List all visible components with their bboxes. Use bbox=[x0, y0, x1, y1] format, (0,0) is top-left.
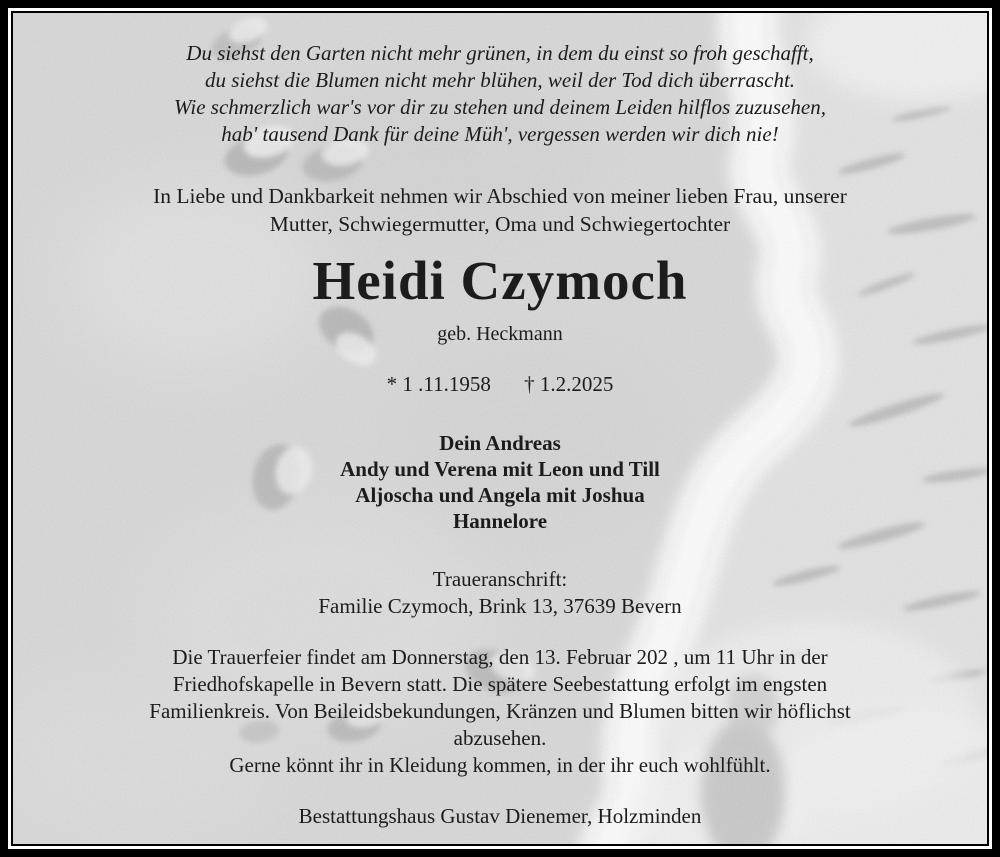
poem-line: Wie schmerzlich war's vor dir zu stehen und deinem Leiden hilflos zuzusehen, bbox=[174, 95, 826, 119]
funeral-line: Friedhofskapelle in Bevern statt. Die spätere Seebestattung erfolgt im engsten bbox=[172, 672, 828, 696]
funeral-home: Bestattungshaus Gustav Dienemer, Holzminden bbox=[298, 804, 702, 828]
life-dates bbox=[13, 371, 987, 398]
poem-line: hab' tausend Dank für deine Müh', vergessen werden wir dich nie! bbox=[221, 122, 779, 146]
funeral-line: Die Trauerfeier findet am Donnerstag, den 13. Februar 202 , um 11 Uhr in der bbox=[172, 645, 828, 669]
inner-frame bbox=[11, 11, 989, 846]
mourner-line: Hannelore bbox=[452, 509, 548, 533]
mourning-address bbox=[13, 566, 987, 620]
deceased-name: Heidi Czymoch bbox=[312, 250, 688, 311]
funeral-line: Familienkreis. Von Beileidsbekundungen, Kränzen und Blumen bitten wir höflichst bbox=[149, 699, 851, 723]
mourning-address-line: Familie Czymoch, Brink 13, 37639 Bevern bbox=[318, 594, 682, 618]
death-date: † 1.2.2025 bbox=[524, 372, 614, 396]
funeral-details bbox=[13, 644, 987, 779]
mourner-line: Dein Andreas bbox=[439, 431, 561, 455]
farewell-intro bbox=[13, 182, 987, 238]
mourner-line: Aljoscha und Angela mit Joshua bbox=[355, 483, 645, 507]
mourner-line: Andy und Verena mit Leon und Till bbox=[340, 457, 660, 481]
funeral-line: abzusehen. bbox=[453, 726, 547, 750]
funeral-line: Gerne könnt ihr in Kleidung kommen, in der ihr euch wohlfühlt. bbox=[229, 753, 771, 777]
mourning-address-label: Traueranschrift: bbox=[432, 567, 568, 591]
poem-line: du siehst die Blumen nicht mehr blühen, weil der Tod dich überrascht. bbox=[204, 68, 796, 92]
memorial-poem bbox=[13, 13, 987, 148]
obituary-content bbox=[13, 13, 987, 844]
intro-line: Mutter, Schwiegermutter, Oma und Schwiegertochter bbox=[269, 212, 731, 236]
poem-line: Du siehst den Garten nicht mehr grünen, in dem du einst so froh geschafft, bbox=[186, 41, 814, 65]
mourners-list bbox=[13, 430, 987, 534]
maiden-name: geb. Heckmann bbox=[437, 323, 563, 345]
birth-date: * 1 .11.1958 bbox=[386, 372, 491, 396]
intro-line: In Liebe und Dankbarkeit nehmen wir Abschied von meiner lieben Frau, unserer bbox=[153, 184, 847, 208]
